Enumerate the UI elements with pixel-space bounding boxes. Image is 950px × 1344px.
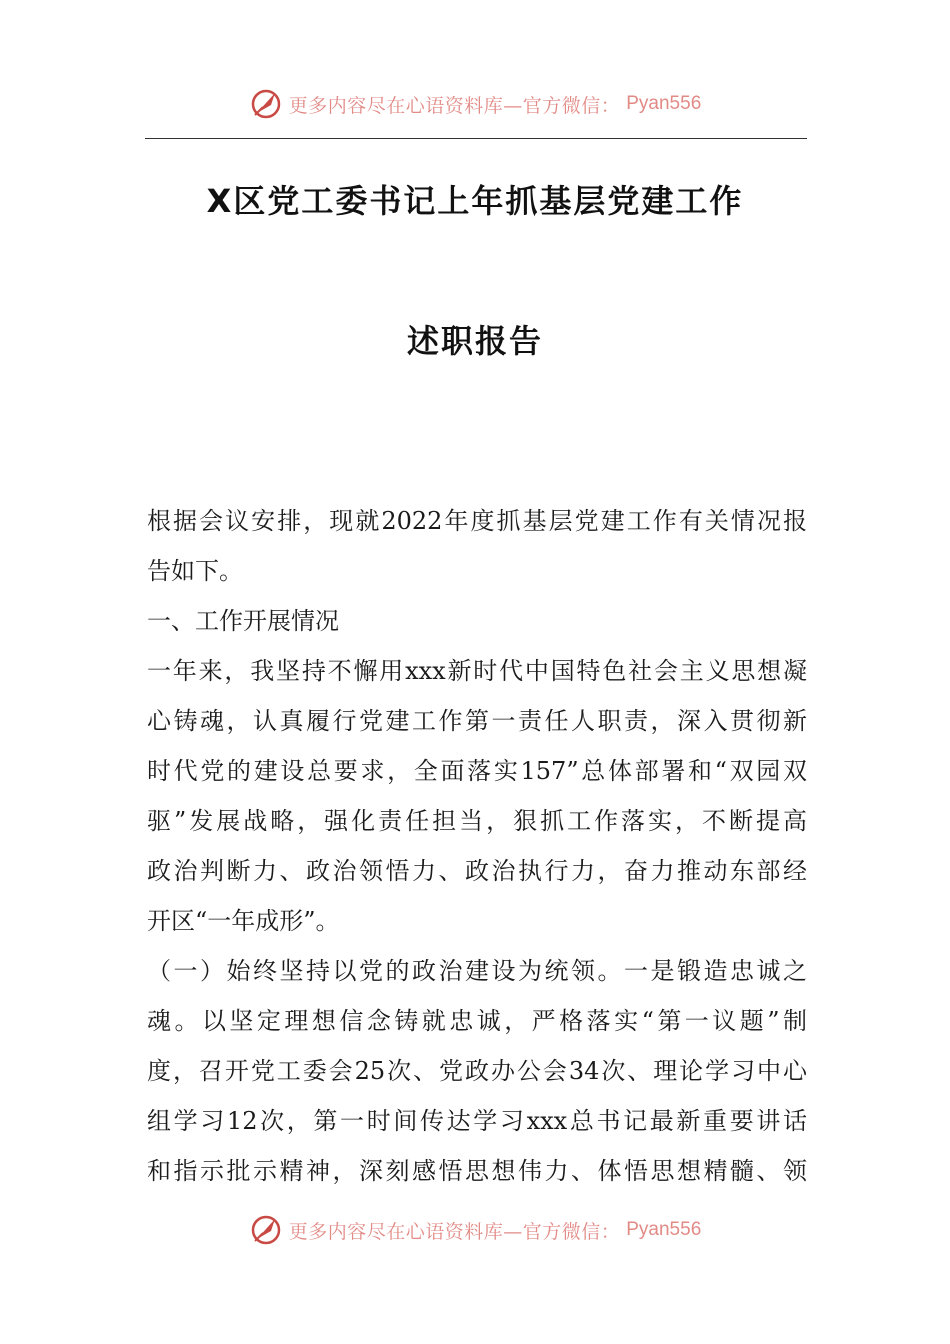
body-line: 告如下。 — [147, 557, 243, 585]
body-line: 心铸魂，认真履行党建工作第一责任人职责，深入贯彻新 — [147, 707, 807, 735]
watermark-wechat-id: Pyan556 — [626, 93, 702, 114]
section-heading: 一、工作开展情况 — [147, 607, 339, 635]
watermark-footer — [0, 1210, 950, 1250]
body-line: 政治判断力、政治领悟力、政治执行力，奋力推动东部经 — [147, 857, 807, 885]
body-line: 魂。以坚定理想信念铸就忠诚，严格落实“第一议题”制 — [147, 1007, 807, 1035]
document-title-line-1: X区党工委书记上年抓基层党建工作 — [206, 182, 744, 220]
watermark-wechat-id: Pyan556 — [626, 1219, 702, 1240]
watermark-text: 更多内容尽在心语资料库—官方微信： — [288, 1220, 621, 1243]
body-line: 度，召开党工委会25次、党政办公会34次、理论学习中心 — [147, 1057, 807, 1085]
body-line: 一年来，我坚持不懈用xxx新时代中国特色社会主义思想凝 — [147, 657, 807, 685]
body-line: 时代党的建设总要求，全面落实157”总体部署和“双园双 — [147, 757, 807, 785]
body-line: 驱”发展战略，强化责任担当，狠抓工作落实，不断提高 — [147, 807, 807, 835]
header-rule — [145, 138, 807, 139]
body-line: （一）始终坚持以党的政治建设为统领。一是锻造忠诚之 — [147, 957, 807, 985]
document-body — [147, 496, 807, 1196]
quill-logo-icon — [249, 1213, 283, 1247]
body-line: 组学习12次，第一时间传达学习xxx总书记最新重要讲话 — [147, 1107, 807, 1135]
body-line: 开区“一年成形”。 — [147, 907, 340, 935]
body-line: 和指示批示精神，深刻感悟思想伟力、体悟思想精髓、领 — [147, 1157, 807, 1185]
watermark-header — [0, 84, 950, 124]
body-line: 根据会议安排，现就2022年度抓基层党建工作有关情况报 — [147, 507, 807, 535]
watermark-text: 更多内容尽在心语资料库—官方微信： — [288, 94, 621, 117]
quill-logo-icon — [249, 87, 283, 121]
document-title-line-2: 述职报告 — [406, 322, 543, 360]
